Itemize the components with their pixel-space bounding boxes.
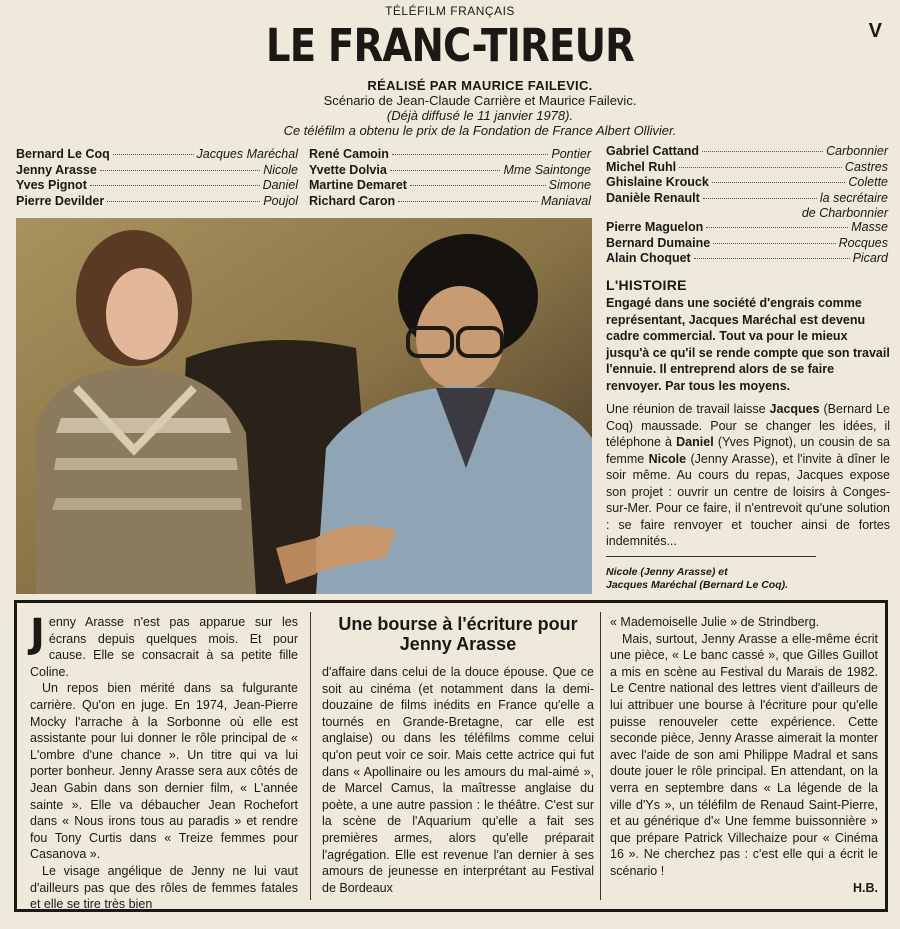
cast-actor: René Camoin [309,147,389,161]
cast-actor: Danièle Renault [606,190,700,205]
cast-actor: Pierre Maguelon [606,220,704,234]
cast-row [16,147,298,163]
cast-row [309,163,591,179]
column-divider [600,612,601,900]
cast-row [606,160,888,176]
article-headline: Une bourse à l'écriture pour Jenny Arasse [338,614,578,654]
cast-role: Jacques Maréchal [196,147,298,161]
broadcast-line: (Déjà diffusé le 11 janvier 1978). [386,108,574,123]
cast-actor: Michel Ruhl [606,159,677,174]
caption-separator [606,556,816,557]
cast-row [309,147,591,163]
caption-line: Nicole (Jenny Arasse) et [606,566,728,578]
cast-column-2 [309,147,591,209]
paragraph: Mais, surtout, Jenny Arasse a elle-même écrit une pièce, « Le banc cassé », que Gilles Guillot a mis en scène au Festival du Marais de 1982. Le Centre national des lettres vient d'ailleurs de lui attribuer une bourse à l'écriture pour qu'elle puisse renouveler cette expérience. Cette seconde pièce, Jenny Arasse aimerait la monter avec l'aide de son ami Philippe Madral et sans doute jouer le rôle principal. En attendant, on la verra en septembre dans « La légende de la ville d'Ys », un téléfilm de Renaud Saint-Pierre, et au générique d'« Une femme buissonnière » que prépare Patrick Villechaize pour « Cinéma 16 ». Ne cherchez pas : c'est elle qui a écrit le scénario ! [610,631,878,878]
cast-role: Castres [844,159,888,174]
cast-role: Daniel [262,178,298,193]
cast-row [606,220,888,236]
film-still-photo [16,218,592,594]
rating-badge: V [868,20,882,42]
cast-actor: Richard Caron [309,193,396,208]
cast-role: Maniaval [540,193,591,208]
cast-row [16,178,298,194]
cast-column-3b [606,220,888,267]
cast-row [606,144,888,160]
cast-role: Pontier [551,147,591,161]
cast-actor: Alain Choquet [606,251,691,266]
director-line: RÉALISÉ PAR MAURICE FAILEVIC. [367,78,593,93]
cast-actor: Bernard Dumaine [606,235,711,250]
paragraph: Le visage angélique de Jenny ne lui vaut d'ailleurs pas que des rôles de femmes fatales et elle se tire très bien [30,863,298,912]
cast-role-continuation: de Charbonnier [801,206,888,221]
prize-line: Ce téléfilm a obtenu le prix de la Fondation de France Albert Ollivier. [283,123,677,138]
cast-column-3 [606,144,888,222]
cast-role: Rocques [838,235,888,250]
cast-row [16,163,298,179]
cast-actor: Pierre Devilder [16,193,105,208]
cast-role: Mme Saintonge [503,162,591,177]
cast-column-1 [16,147,298,209]
cast-role: Poujol [263,193,298,208]
cast-actor: Martine Demaret [309,178,407,193]
credits-block [180,78,780,138]
article-column-2 [322,614,594,896]
cast-row [309,178,591,194]
cast-actor: Jenny Arasse [16,162,97,177]
cast-role: Picard [852,251,888,266]
film-still-illustration [16,218,592,594]
cast-row [309,194,591,210]
paragraph: Un repos bien mérité dans sa fulgurante carrière. Qu'on en juge. En 1974, Jean-Pierre Mocky l'arrache à la Sorbonne où elle est assistante pour lui donner le rôle principal de « L'ombre d'une chance ». Un titre qui va lui porter bonheur. Jenny Arasse sera aux côtés de Jean Gabin dans son dernier film, « L'année sainte ». Elle va débaucher Jean Rochefort dans « Nous irons tous au paradis » et rendre fou Tony Curtis dans « Treize femmes pour Casanova ». [30,681,298,862]
cast-actor: Ghislaine Krouck [606,175,709,190]
article-column-1 [30,611,298,913]
column-divider [310,612,311,900]
cast-actor: Gabriel Cattand [606,144,700,158]
paragraph: d'affaire dans celui de la douce épouse. Que ce soit au cinéma (et notamment dans la demi-douzaine de films inédits en France qu'elle a tournés en Grande-Bretagne, car elle est anglaise) ou dans les téléfilms comme celui qu'on peut voir ce soir. Mais cette actrice qui fut dans « Apollinaire ou les amours du mal-aimé », de Marcel Camus, la maîtresse anglaise du poète, a une autre passion : le théâtre. C'est sur la scène de l'Aquarium qu'elle a fait ses premières armes, alors qu'elle préparait l'agrégation. Elle est revenue l'an dernier à ses amours de jeunesse en interprétant au Festival de Bordeaux [322,665,594,895]
cast-row [606,236,888,252]
page-title: LE FRANC-TIREUR [265,19,635,72]
paragraph: « Mademoiselle Julie » de Strindberg. [610,615,820,629]
cast-role: Masse [851,220,888,234]
story-intro: Engagé dans une société d'engrais comme représentant, Jacques Maréchal est devenu cadre commercial. Tout va pour le mieux jusqu'à ce qu'il se rende compte que son travail l'ennuie. Il entreprend alors de se faire renvoyer. Par tous les moyens. [606,296,890,393]
cast-actor: Bernard Le Coq [16,147,110,161]
caption-line: Jacques Maréchal (Bernard Le Coq). [606,579,789,591]
cast-row [16,194,298,210]
cast-actor: Yvette Dolvia [309,162,387,177]
cast-row [606,191,888,207]
cast-role: Nicole [263,162,298,177]
cast-row [606,175,888,191]
cast-row [606,251,888,267]
drop-cap: J [30,611,45,657]
story-heading: L'HISTOIRE [606,277,687,293]
writers-line: Scénario de Jean-Claude Carrière et Maurice Failevic. [323,93,637,108]
cast-role: Carbonnier [826,144,888,158]
cast-role: Colette [848,175,888,190]
cast-role: Simone [548,178,591,193]
story-body: Une réunion de travail laisse Jacques (Bernard Le Coq) maussade. Pour se changer les idées, il téléphone à Daniel (Yves Pignot), un cousin de sa femme Nicole (Jenny Arasse), et l'invite à dîner le soir même. Au cours du repas, Jacques expose son projet : ouvrir un centre de loisirs à Conges-sur-Mer. Pour ce faire, il n'entrevoit qu'une solution : se faire renvoyer et toucher ainsi de fortes indemnités... [606,402,891,548]
author-signature: H.B. [853,880,878,895]
section-kicker: TÉLÉFILM FRANÇAIS [385,4,515,18]
cast-role: la secrétaire [819,190,888,205]
article-column-3 [610,614,878,896]
cast-actor: Yves Pignot [16,178,87,193]
photo-caption [606,566,896,592]
paragraph: enny Arasse n'est pas apparue sur les écrans depuis quelques mois. Et pour cause. Elle se consacrait à sa petite fille Coline. [30,615,298,679]
